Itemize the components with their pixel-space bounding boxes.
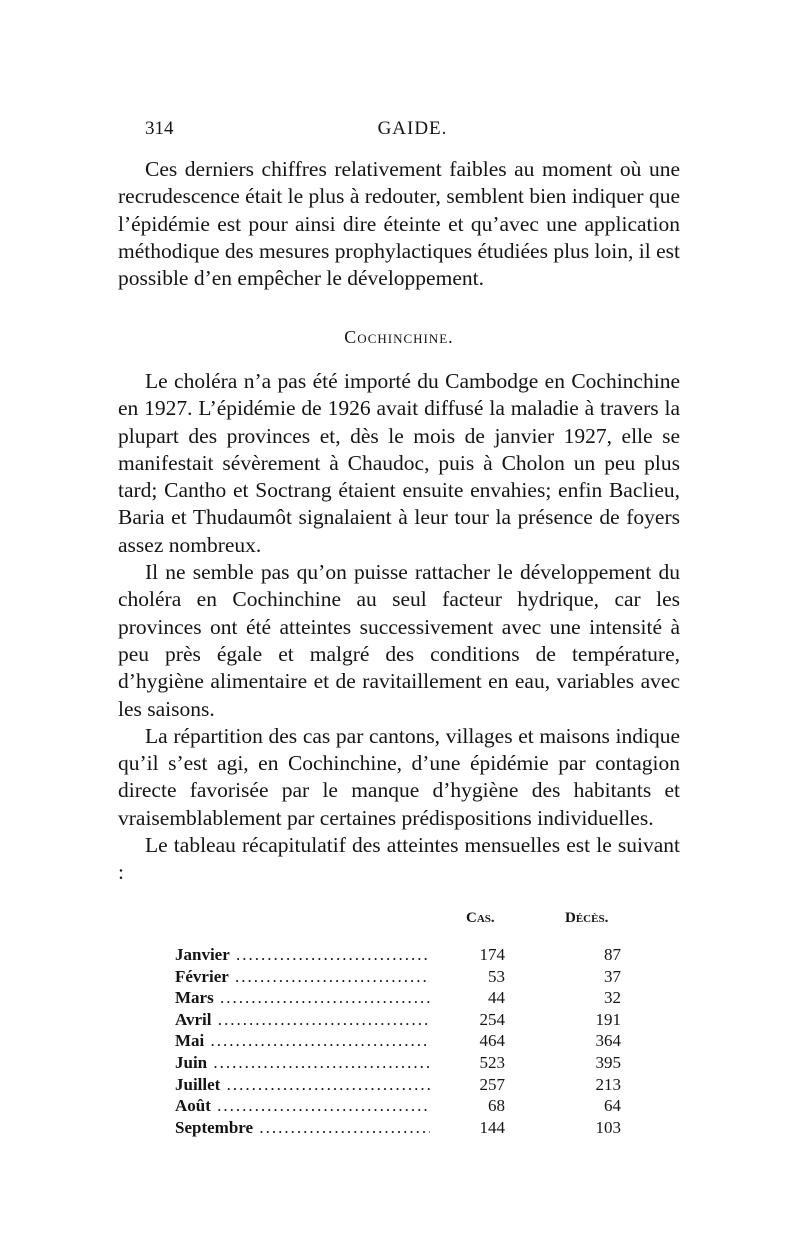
page-header [145,118,680,148]
paragraph: Il ne semble pas qu’on puisse rattacher le développement du choléra en Cochinchine au seul facteur hydrique, car les provinces ont été atteintes successivement avec une intensité à peu près égale et malgré des conditions de température, d’hygiène alimentaire et de ravitaillement en eau, variables avec les saisons. [118,560,680,721]
deaths-value: 191 [595,1009,621,1029]
deaths-value: 87 [604,945,621,964]
cases-value: 144 [479,1117,505,1137]
table-row [175,1074,635,1096]
cases-value: 254 [479,1009,505,1029]
table-row [175,1095,635,1117]
table-row [175,1117,635,1139]
cases-value: 53 [488,966,505,986]
month-label: Avril ..... [175,1009,430,1031]
paragraph: Le choléra n’a pas été importé du Cambodge en Cochinchine en 1927. L’épidémie de 1926 avait diffusé la maladie à travers la plupart des provinces et, dès le mois de janvier 1927, elle se manifestait sévèrement à Chaudoc, puis à Cholon un peu plus tard; Cantho et Soctrang étaient ensuite envahies; enfin Baclieu, Baria et Thudaumôt signalaient à leur tour la présence de foyers assez nombreux. [118,369,680,557]
deaths-value: 395 [595,1052,621,1072]
intro-text-block [118,156,680,292]
month-label: Juin ..... [175,1052,430,1074]
month-label: Mai ..... [175,1030,430,1052]
monthly-cases-table [175,910,635,1138]
deaths-value: 64 [604,1096,621,1116]
column-header-deces: Décès. [565,910,609,926]
month-label: Mars ..... [175,987,430,1009]
cases-value: 257 [479,1074,505,1094]
cases-value: 68 [488,1096,505,1116]
table-header [175,910,635,934]
deaths-value: 37 [604,966,621,986]
month-label: Septembre ..... [175,1117,430,1139]
deaths-value: 364 [595,1031,621,1051]
cases-value: 464 [479,1031,505,1051]
table-row [175,987,635,1009]
month-label: Février ..... [175,966,430,988]
month-label: Juillet ..... [175,1074,430,1096]
column-header-cas: Cas. [466,910,495,926]
cases-value: 44 [488,988,505,1008]
month-label: Août ..... [175,1095,430,1117]
deaths-value: 103 [595,1117,621,1137]
month-label: Janvier ..... [175,944,430,966]
section-title: Cochinchine. [344,327,454,347]
table-row [175,944,635,966]
deaths-value: 32 [604,988,621,1008]
paragraph-intro: Ces derniers chiffres relativement faibles au moment où une recrudescence était le plus à redouter, semblent bien indiquer que l’épidémie est pour ainsi dire éteinte et qu’avec une application méthodique des mesures prophylactiques étudiées plus loin, il est possible d’en empêcher le développement. [118,157,680,291]
cases-value: 174 [479,945,505,964]
paragraph: La répartition des cas par cantons, villages et maisons indique qu’il s’est agi, en Cochinchine, d’une épidémie par contagion directe favorisée par le manque d’hygiène des habitants et vraisemblablement par certaines prédispositions individuelles. [118,723,680,830]
paragraph: Le tableau récapitulatif des atteintes mensuelles est le suivant : [118,833,680,885]
page-number: 314 [145,118,174,139]
table-row [175,1009,635,1031]
running-head: GAIDE. [377,118,448,139]
deaths-value: 213 [595,1074,621,1094]
section-text-block [118,368,680,887]
table-row [175,1030,635,1052]
table-row [175,1052,635,1074]
table-row [175,966,635,988]
cases-value: 523 [479,1052,505,1072]
